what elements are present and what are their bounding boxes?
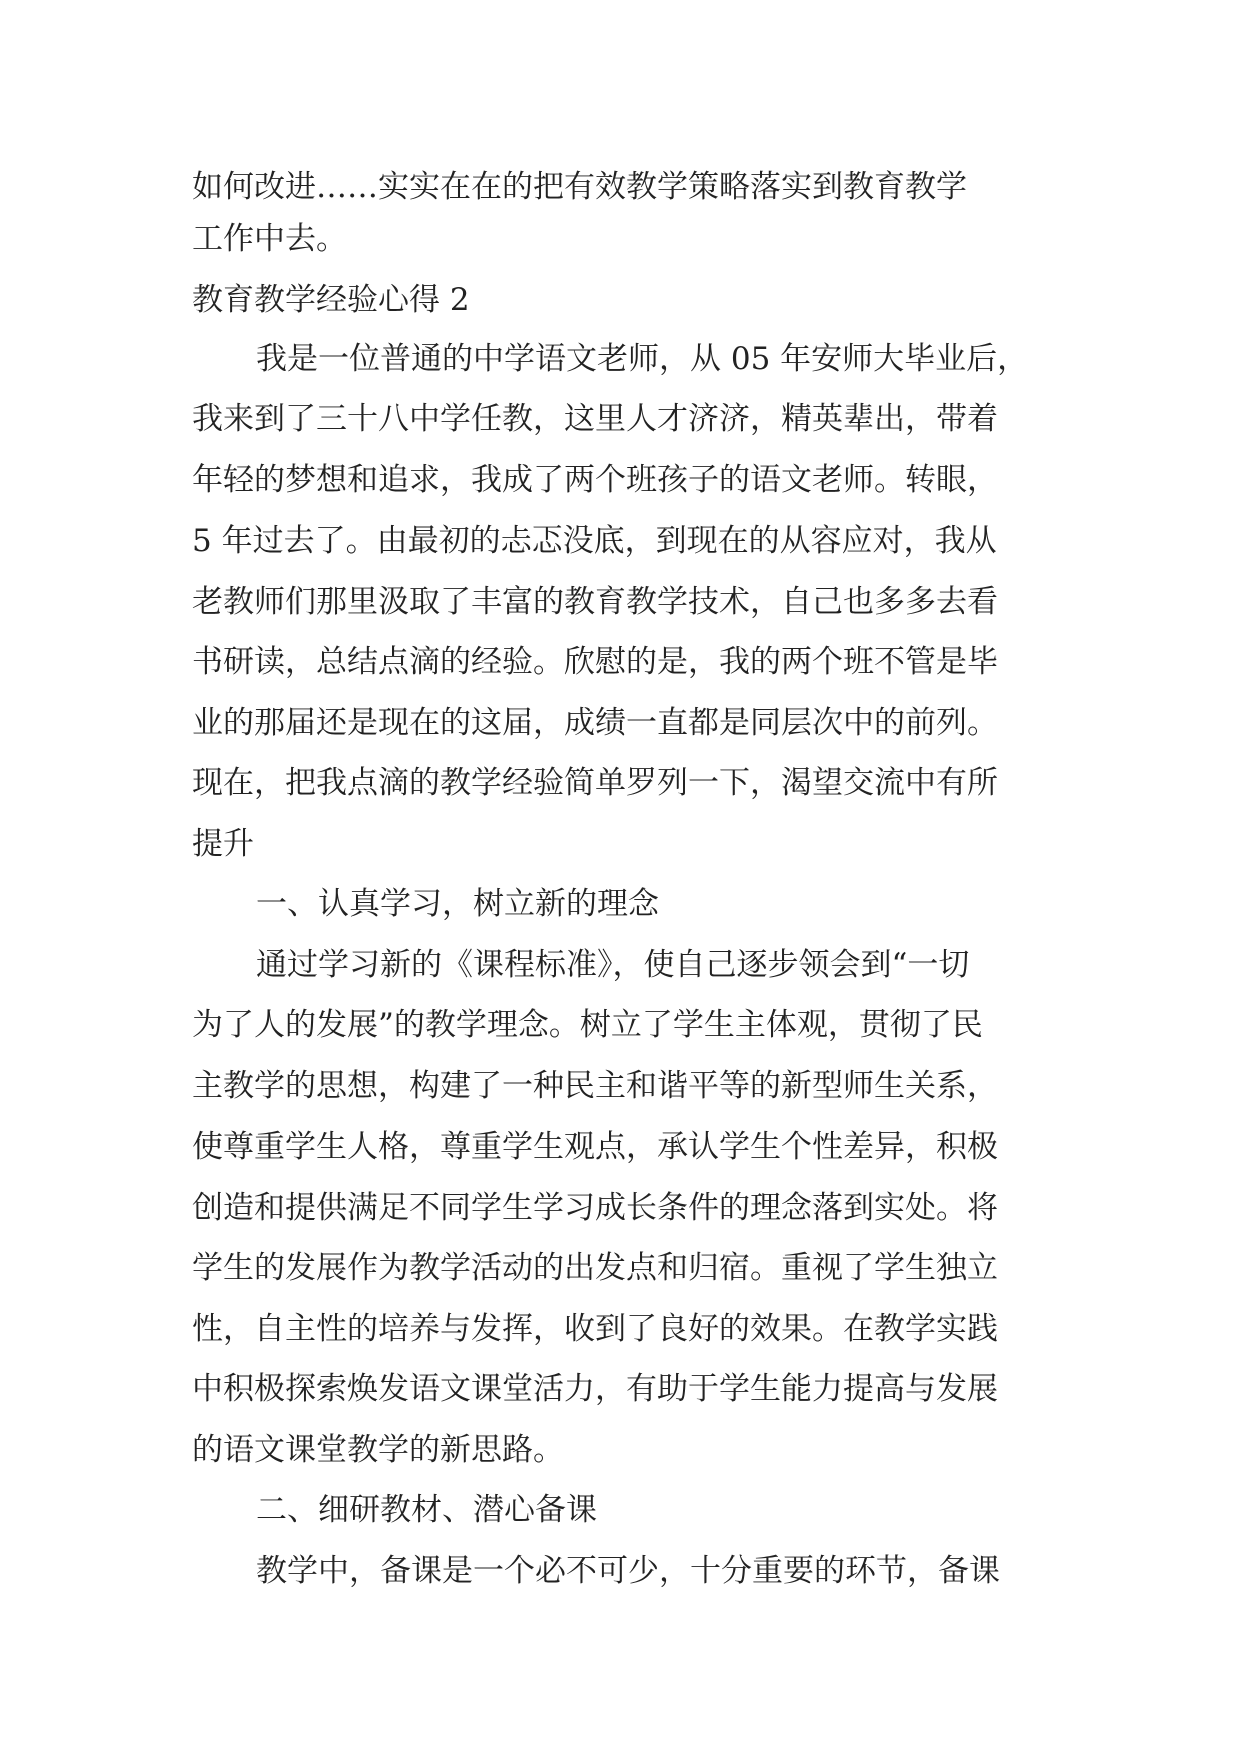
text-line: 业的那届还是现在的这届，成绩一直都是同层次中的前列。 (192, 705, 998, 741)
text-line: 提升 (192, 826, 254, 862)
text-line: 中积极探索焕发语文课堂活力，有助于学生能力提高与发展 (192, 1371, 998, 1407)
text-line: 使尊重学生人格，尊重学生观点，承认学生个性差异，积极 (192, 1129, 998, 1165)
text-line: 性，自主性的培养与发挥，收到了良好的效果。在教学实践 (192, 1311, 998, 1347)
text-line: 为了人的发展”的教学理念。树立了学生主体观，贯彻了民 (192, 1007, 983, 1043)
text-line: 的语文课堂教学的新思路。 (192, 1432, 564, 1468)
text-line: 老教师们那里汲取了丰富的教育教学技术，自己也多多去看 (192, 584, 998, 620)
text-line: 教学中，备课是一个必不可少，十分重要的环节，备课 (256, 1553, 1000, 1589)
section-heading: 教育教学经验心得 2 (192, 282, 470, 318)
subheading: 一、认真学习，树立新的理念 (256, 886, 659, 922)
text-line: 主教学的思想，构建了一种民主和谐平等的新型师生关系， (192, 1068, 998, 1104)
text-line: 学生的发展作为教学活动的出发点和归宿。重视了学生独立 (192, 1250, 998, 1286)
text-line: 工作中去。 (192, 221, 347, 257)
subheading: 二、细研教材、潜心备课 (256, 1492, 597, 1528)
text-line: 书研读，总结点滴的经验。欣慰的是，我的两个班不管是毕 (192, 644, 998, 680)
text-line: 现在，把我点滴的教学经验简单罗列一下，渴望交流中有所 (192, 765, 998, 801)
text-line: 如何改进……实实在在的把有效教学策略落实到教育教学 (192, 169, 967, 205)
text-line: 我来到了三十八中学任教，这里人才济济，精英辈出，带着 (192, 401, 998, 437)
text-line: 5 年过去了。由最初的忐忑没底，到现在的从容应对，我从 (192, 523, 997, 559)
text-line: 年轻的梦想和追求，我成了两个班孩子的语文老师。转眼， (192, 462, 998, 498)
text-line: 创造和提供满足不同学生学习成长条件的理念落到实处。将 (192, 1190, 998, 1226)
text-line: 我是一位普通的中学语文老师，从 05 年安师大毕业后， (256, 341, 1029, 377)
text-line: 通过学习新的《课程标准》，使自己逐步领会到“一切 (256, 947, 970, 983)
